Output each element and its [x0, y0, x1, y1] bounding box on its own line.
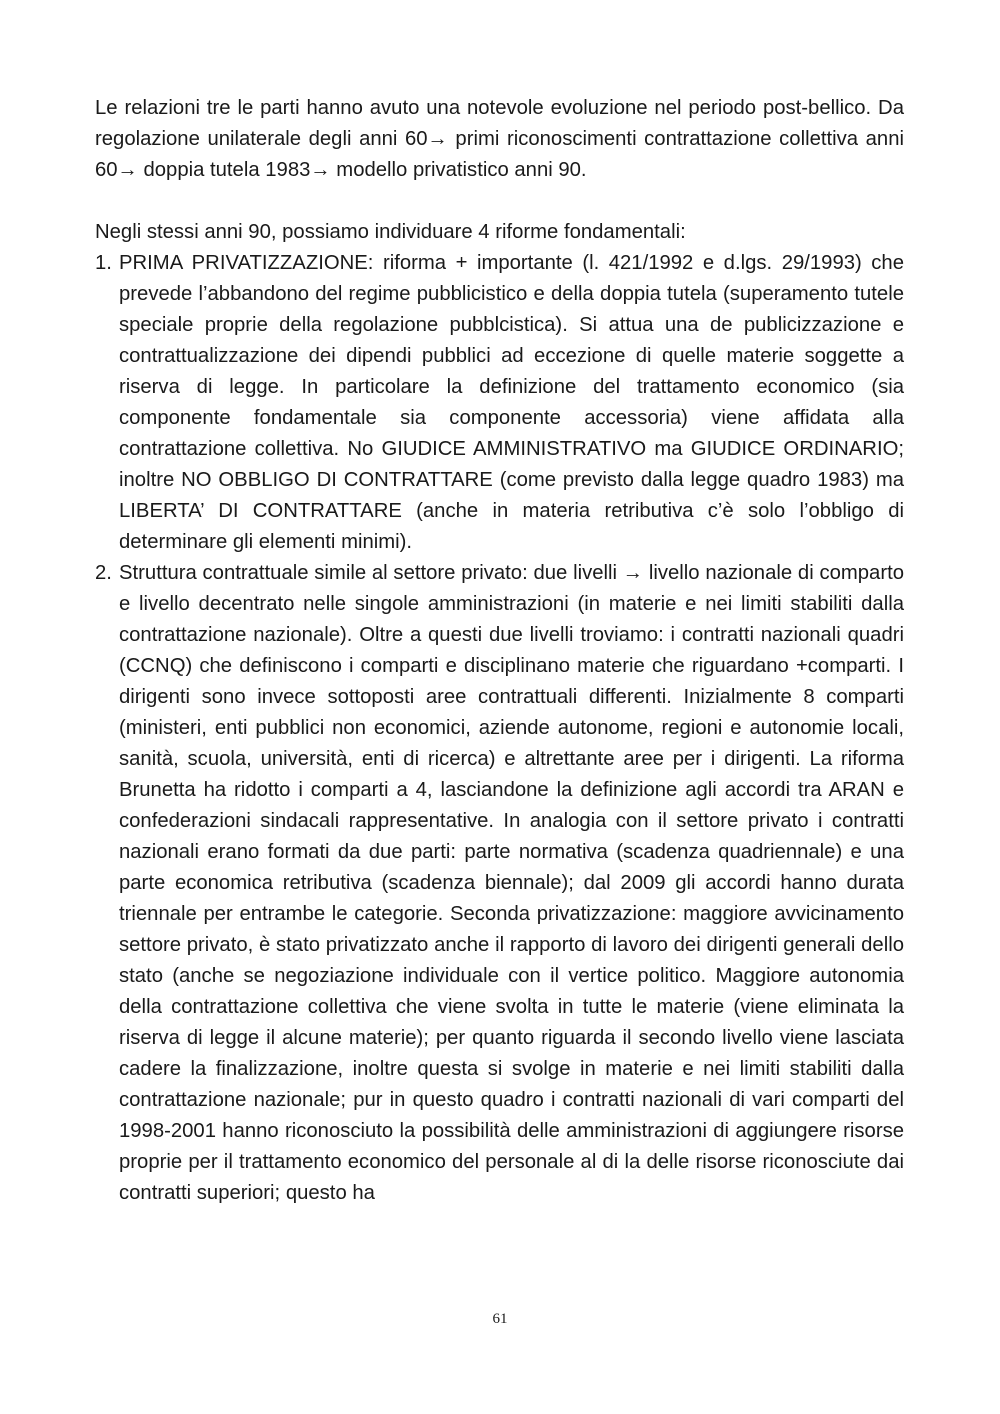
list-intro: Negli stessi anni 90, possiamo individuare 4 riforme fondamentali:	[95, 221, 686, 243]
list-item	[95, 248, 904, 558]
list-item-text: PRIMA PRIVATIZZAZIONE: riforma + importante (l. 421/1992 e d.lgs. 29/1993) che prevede l’abbandono del regime pubblicistico e della doppia tutela (superamento tutele speciale proprie della regolazione pubblcistica). Si attua una de publicizzazione e contrattualizzazione dei dipendi pubblici ad eccezione di quelle materie soggette a riserva di legge. In particolare la definizione del trattamento economico (sia componente fondamentale sia componente accessoria) viene affidata alla contrattazione collettiva. No GIUDICE AMMINISTRATIVO ma GIUDICE ORDINARIO; inoltre NO OBBLIGO DI CONTRATTARE (come previsto dalla legge quadro 1983) ma LIBERTA’ DI CONTRATTARE (anche in materia retributiva c’è solo l’obbligo di determinare gli elementi minimi).	[119, 252, 904, 553]
list-item-text: Struttura contrattuale simile al settore privato: due livelli → livello nazionale di comparto e livello decentrato nelle singole amministrazioni (in materie e nei limiti stabiliti dalla contrattazione nazionale). Oltre a questi due livelli troviamo: i contratti nazionali quadri (CCNQ) che definiscono i comparti e disciplinano materie che riguardano +comparti. I dirigenti sono invece sottoposti aree contrattuali differenti. Inizialmente 8 comparti (ministeri, enti pubblici non economici, aziende autonome, regioni e autonomie locali, sanità, scuola, università, enti di ricerca) e altrettante aree per i dirigenti. La riforma Brunetta ha ridotto i comparti a 4, lasciandone la definizione agli accordi tra ARAN e confederazioni sindacali rappresentative. In analogia con il settore privato i contratti nazionali erano formati da due parti: parte normativa (scadenza quadriennale) e una parte economica retributiva (scadenza biennale); dal 2009 gli accordi hanno durata triennale per entrambe le categorie. Seconda privatizzazione: maggiore avvicinamento settore privato, è stato privatizzato anche il rapporto di lavoro dei dirigenti generali dello stato (anche se negoziazione individuale con il vertice politico. Maggiore autonomia della contrattazione collettiva che viene svolta in tutte le materie (viene eliminata la riserva di legge il alcune materie); per quanto riguarda il secondo livello viene lasciata cadere la finalizzazione, inoltre questa si svolge in materie e nei limiti stabiliti dalla contrattazione nazionale; pur in questo quadro i contratti nazionali di vari comparti del 1998-2001 hanno riconosciuto la possibilità delle amministrazioni di aggiungere risorse proprie per il trattamento economico del personale al di la delle risorse riconosciute dai contratti superiori; questo ha	[119, 562, 904, 1204]
document-page	[95, 93, 904, 1209]
intro-paragraph: Le relazioni tre le parti hanno avuto una notevole evoluzione nel periodo post-bellico. Da regolazione unilaterale degli anni 60→ primi riconoscimenti contrattazione collettiva anni 60→ doppia tutela 1983→ modello privatistico anni 90.	[95, 97, 904, 181]
list-item-number: 2.	[95, 562, 112, 584]
list-item-number: 1.	[95, 252, 112, 274]
page-number: 61	[492, 1311, 508, 1327]
reforms-list	[95, 248, 904, 1209]
list-item	[95, 558, 904, 1209]
